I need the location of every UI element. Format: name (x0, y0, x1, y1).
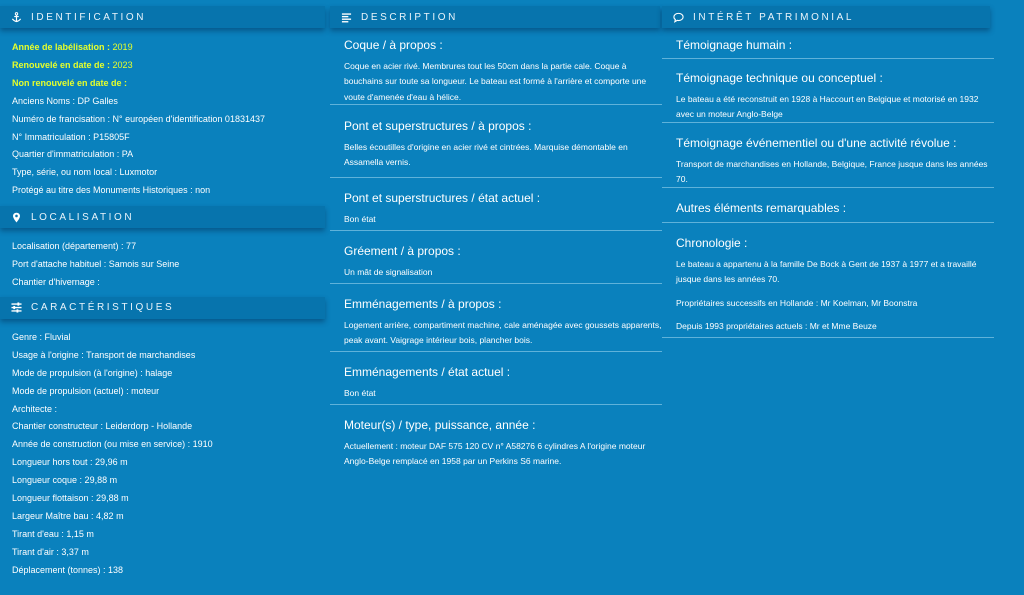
list-item: Longueur flottaison : 29,88 m (12, 493, 129, 504)
block-text: Logement arrière, compartiment machine, cale aménagée avec goussets apparents, peak avant. Vaigrage intérieur bois, plancher bois. (344, 320, 662, 346)
list-item: Architecte : (12, 403, 58, 414)
block-text: Le bateau a appartenu à la famille De Bock à Gent de 1937 à 1977 et a travaillé jusque dans les années 70. (676, 259, 977, 285)
speech-bubble-icon (672, 11, 684, 23)
list-item: Tirant d'air : 3,37 m (12, 546, 89, 557)
block-title: Coque / à propos : (344, 38, 443, 52)
map-pin-icon (10, 211, 22, 223)
patrimoine-blocks (662, 38, 994, 338)
block-text: Depuis 1993 propriétaires actuels : Mr et Mme Beuze (676, 320, 877, 331)
identification-header (0, 6, 325, 28)
list-item: Année de labélisation : 2019 (12, 42, 133, 52)
block-text: Le bateau a été reconstruit en 1928 à Haccourt en Belgique et motorisé en 1932 avec un moteur Anglo-Belge (676, 94, 979, 120)
localisation-list (0, 238, 330, 292)
caracteristiques-header (0, 297, 325, 319)
list-item: Déplacement (tonnes) : 138 (12, 564, 124, 575)
column-description (330, 0, 662, 472)
column-identification (0, 0, 330, 580)
block-title: Autres éléments remarquables : (676, 201, 847, 215)
list-item: Largeur Maître bau : 4,82 m (12, 510, 124, 521)
block-title: Témoignage événementiel ou d'une activité révolue : (676, 136, 957, 150)
description-blocks (330, 38, 662, 472)
anchor-icon (10, 11, 22, 23)
description-block (330, 405, 662, 472)
patrimoine-block (662, 59, 994, 123)
patrimoine-header-label: INTÉRÊT PATRIMONIAL (693, 11, 855, 23)
identification-header-label: IDENTIFICATION (31, 11, 147, 23)
list-item: Protégé au titre des Monuments Historiques : non (12, 185, 211, 196)
localisation-header (0, 206, 325, 228)
list-item: Non renouvelé en date de : (12, 77, 128, 88)
description-block (330, 178, 662, 231)
block-title: Gréement / à propos : (344, 244, 461, 258)
list-item: Quartier d'immatriculation : PA (12, 149, 134, 160)
description-block (330, 231, 662, 284)
block-title: Pont et superstructures / état actuel : (344, 191, 541, 205)
block-text: Transport de marchandises en Hollande, Belgique, France jusque dans les années 70. (676, 159, 988, 185)
patrimoine-header (662, 6, 990, 28)
block-text: Propriétaires successifs en Hollande : Mr Koelman, Mr Boonstra (676, 297, 918, 308)
description-block (330, 38, 662, 105)
block-text: Bon état (344, 214, 376, 224)
block-text: Actuellement : moteur DAF 575 120 CV n° A58276 6 cylindres A l'origine moteur Anglo-Belge remplacé en 1958 par un Perkins S6 marine. (344, 441, 646, 467)
patrimoine-block (662, 223, 994, 338)
sliders-icon (10, 302, 22, 314)
localisation-header-label: LOCALISATION (31, 211, 135, 223)
list-item: Mode de propulsion (à l'origine) : halage (12, 367, 173, 378)
caracteristiques-list (0, 329, 330, 580)
list-item: Usage à l'origine : Transport de marchandises (12, 349, 196, 360)
list-item: Chantier d'hivernage : (12, 276, 100, 287)
block-text: Coque en acier rivé. Membrures tout les 50cm dans la partie cale. Coque à bouchains sur toute sa longueur. Le bateau est formé à l'arrière et comporte une voute d'amenée d'eau à hélice. (344, 61, 647, 102)
block-text: Un mât de signalisation (344, 267, 433, 277)
list-item: Genre : Fluvial (12, 331, 71, 342)
caracteristiques-header-label: CARACTÉRISTIQUES (31, 302, 175, 314)
text-lines-icon (340, 11, 352, 23)
description-block (330, 352, 662, 405)
list-item: Année de construction (ou mise en service) : 1910 (12, 439, 213, 450)
patrimoine-block (662, 38, 994, 59)
block-title: Chronologie : (676, 236, 748, 250)
list-item: Longueur coque : 29,88 m (12, 475, 118, 486)
description-block (330, 105, 662, 178)
list-item: Type, série, ou nom local : Luxmotor (12, 167, 158, 178)
list-item: Chantier constructeur : Leiderdorp - Hollande (12, 421, 193, 432)
patrimoine-block (662, 123, 994, 188)
list-item: Localisation (département) : 77 (12, 241, 137, 252)
column-patrimoine (662, 0, 994, 338)
block-title: Témoignage technique ou conceptuel : (676, 71, 883, 85)
block-title: Pont et superstructures / à propos : (344, 119, 532, 133)
patrimoine-block (662, 188, 994, 223)
list-item: Tirant d'eau : 1,15 m (12, 528, 94, 539)
block-title: Emménagements / état actuel : (344, 365, 511, 379)
description-header-label: DESCRIPTION (361, 11, 458, 23)
list-item: Numéro de francisation : N° européen d'identification 01831437 (12, 113, 265, 124)
description-header (330, 6, 660, 28)
identification-list (0, 39, 330, 200)
list-item: Port d'attache habituel : Samois sur Seine (12, 259, 180, 270)
block-title: Emménagements / à propos : (344, 297, 502, 311)
list-item: Mode de propulsion (actuel) : moteur (12, 385, 160, 396)
block-title: Témoignage humain : (676, 38, 793, 52)
description-block (330, 284, 662, 352)
list-item: N° Immatriculation : P15805F (12, 131, 130, 142)
list-item: Renouvelé en date de : 2023 (12, 59, 133, 70)
list-item: Longueur hors tout : 29,96 m (12, 457, 128, 468)
block-title: Moteur(s) / type, puissance, année : (344, 418, 536, 432)
block-text: Belles écoutilles d'origine en acier rivé et cintrées. Marquise démontable en Assamella vernis. (344, 142, 628, 168)
block-text: Bon état (344, 388, 376, 398)
list-item: Anciens Noms : DP Galles (12, 95, 118, 106)
